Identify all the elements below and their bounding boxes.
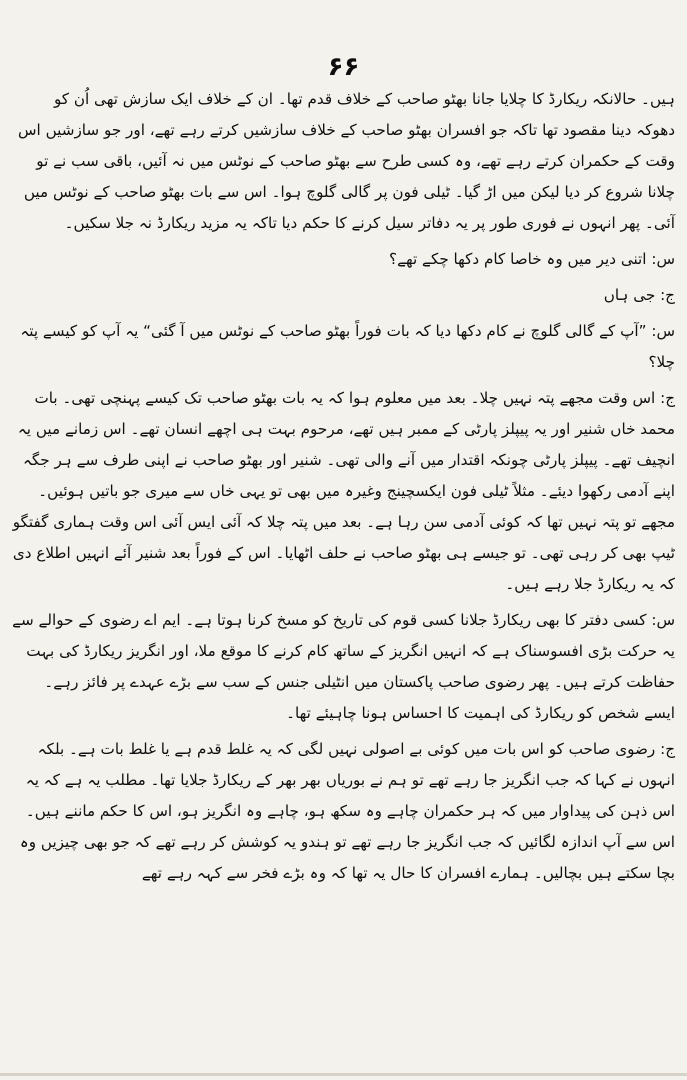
answer-3: ج: رضوی صاحب کو اس بات میں کوئی بے اصولی نہیں لگی کہ یہ غلط قدم ہے یا غلط بات ہے۔ بلکہ انہوں نے کہا کہ جب انگریز جا رہے تھے تو ہم نے بوریاں بھر بھر کے ریکارڈ جلایا تھا۔ مطلب یہ ہے کہ یہ اس ذہن کی پیداوار میں کہ ہر حکمران چاہے وہ سکھ ہو، چاہے وہ انگریز ہو، اس کا حکم ماننے ہیں۔ اس سے آپ اندازہ لگائیں کہ جب انگریز جا رہے تھے تو ہندو یہ کوشش کر رہے تھے کہ جو بھی چیزیں وہ بچا سکتے ہیں بچالیں۔ ہمارے افسران کا حال یہ تھا کہ وہ بڑے فخر سے کہہ رہے تھے — [19, 740, 675, 882]
question-2: س: ”آپ کے گالی گلوچ نے کام دکھا دیا کہ بات فوراً بھٹو صاحب کے نوٹس میں آ گئی“ یہ آپ کو کیسے پتہ چلا؟ — [20, 322, 675, 371]
question-1: س: اتنی دیر میں وہ خاصا کام دکھا چکے تھے؟ — [389, 250, 675, 268]
answer-1: ج: جی ہاں — [603, 286, 675, 304]
page-body — [12, 84, 675, 889]
page-number: ۶۶ — [327, 52, 360, 82]
paragraph-intro: ہیں۔ حالانکہ ریکارڈ کا چلایا جانا بھٹو صاحب کے خلاف قدم تھا۔ ان کے خلاف ایک سازش تھی اُن کو دھوکہ دینا مقصود تھا تاکہ جو افسران بھٹو صاحب کے خلاف سازشیں کرتے رہے تھے، اور جو سازشیں اس وقت کے حکمران کرتے رہے تھے، وہ کسی طرح سے بھٹو صاحب کے نوٹس میں نہ آئیں، باقی سب نے تو چلانا شروع کر دیا لیکن میں اڑ گیا۔ ٹیلی فون پر گالی گلوچ ہوا۔ اس سے بات بھٹو صاحب کے نوٹس میں آئی۔ پھر انہوں نے فوری طور پر یہ دفاتر سیل کرنے کا حکم دیا تاکہ یہ مزید ریکارڈ نہ جلا سکیں۔ — [18, 90, 675, 232]
answer-2: ج: اس وقت مجھے پتہ نہیں چلا۔ بعد میں معلوم ہوا کہ یہ بات بھٹو صاحب تک کیسے پہنچی تھی۔ بات محمد خاں شنیر اور یہ پیپلز پارٹی کے ممبر ہیں تھے، مرحوم بہت ہی اچھے انسان تھے۔ اس زمانے میں یہ انچیف تھے۔ پیپلز پارٹی چونکہ اقتدار میں آنے والی تھی۔ شنیر اور بھٹو صاحب نے اپنی طرف سے ہر جگہ اپنے آدمی رکھوا دیئے۔ مثلاً ٹیلی فون ایکسچینج وغیرہ میں بھی تو یہی خاں سے میری جو باتیں ہوئیں۔ مجھے تو پتہ نہیں تھا کہ کوئی آدمی سن رہا ہے۔ بعد میں پتہ چلا کہ آئی ایس آئی اس وقت ہماری گفتگو ٹیپ بھی کر رہی تھی۔ تو جیسے ہی بھٹو صاحب نے حلف اٹھایا۔ اس کے فوراً بعد شنیر آئے انہیں اطلاع دی کہ یہ ریکارڈ جلا رہے ہیں۔ — [12, 389, 675, 593]
page-edge — [0, 1073, 687, 1076]
question-3: س: کسی دفتر کا بھی ریکارڈ جلانا کسی قوم کی تاریخ کو مسخ کرنا ہوتا ہے۔ ایم اے رضوی کے حوالے سے یہ حرکت بڑی افسوسناک ہے کہ انہیں انگریز کے ساتھ کام کرنے کا موقع ملا، اور انگریز ریکارڈ کی بہت حفاظت کرتے ہیں۔ پھر رضوی صاحب پاکستان میں انٹیلی جنس کے سب سے بڑے عہدے پر فائز رہے۔ ایسے شخص کو ریکارڈ کی اہمیت کا احساس ہونا چاہیئے تھا۔ — [12, 611, 675, 722]
